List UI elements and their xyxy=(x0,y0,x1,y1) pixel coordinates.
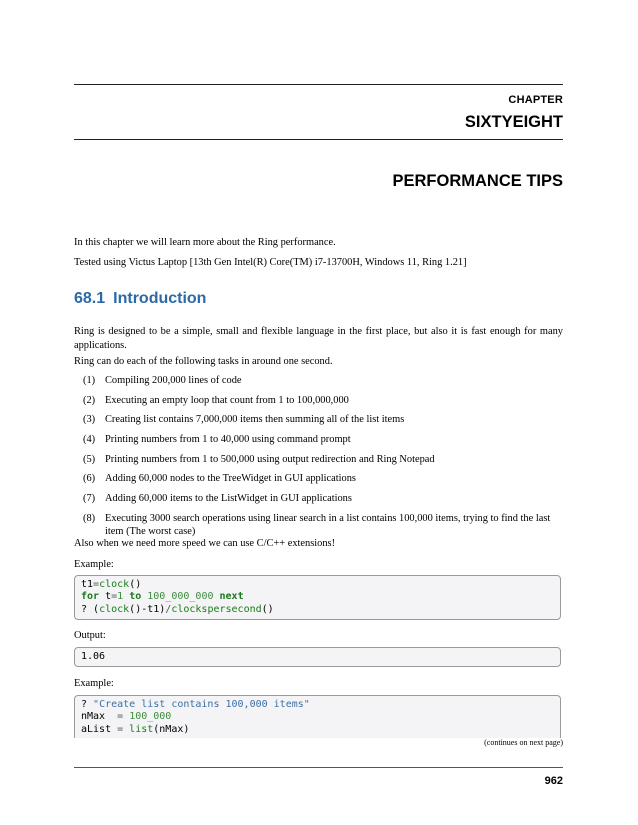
code-text: ? ( xyxy=(81,603,100,615)
list-item-text: Creating list contains 7,000,000 items then summing all of the list items xyxy=(105,414,405,426)
code-operator: = xyxy=(111,723,130,735)
code-number: 1 xyxy=(117,591,124,603)
code-number: 100_000_000 xyxy=(147,591,214,603)
list-item-text: Executing an empty loop that count from 1 to 100,000,000 xyxy=(105,394,349,406)
code-text: () xyxy=(129,579,142,590)
list-item-number: (2) xyxy=(83,394,96,406)
code-text: ? xyxy=(81,699,94,710)
example-label: Example: xyxy=(74,678,114,689)
list-item-text: Executing 3000 search operations using linear search in a list contains 100,000 items, trying to find the last item (The worst case) xyxy=(105,512,551,538)
list-item-text: Compiling 200,000 lines of code xyxy=(105,375,242,386)
code-block[interactable] xyxy=(74,695,561,738)
list-item xyxy=(74,453,563,467)
list-item-text: Adding 60,000 items to the ListWidget in GUI applications xyxy=(105,493,352,505)
list-item xyxy=(74,512,563,539)
page-number: 962 xyxy=(544,775,563,787)
code-function: clockspersecond xyxy=(171,603,262,615)
list-item-number: (7) xyxy=(83,493,96,505)
section-number: 68.1 xyxy=(74,290,106,307)
chapter-label: CHAPTER xyxy=(508,94,563,106)
code-variable: t xyxy=(99,591,112,603)
list-item-number: (6) xyxy=(83,473,96,485)
list-item xyxy=(74,374,563,388)
code-function: clock xyxy=(99,603,130,615)
section-heading xyxy=(74,290,214,308)
output-block[interactable] xyxy=(74,647,561,667)
code-operator: = xyxy=(105,711,130,723)
list-item-text: Adding 60,000 nodes to the TreeWidget in GUI applications xyxy=(105,473,356,485)
code-operator: = xyxy=(93,579,100,590)
list-item-text: Printing numbers from 1 to 40,000 using command prompt xyxy=(105,434,351,446)
code-variable: aList xyxy=(81,723,112,735)
list-item-number: (4) xyxy=(83,434,96,446)
list-item-number: (3) xyxy=(83,414,96,426)
output-value: 1.06 xyxy=(81,651,106,662)
list-item-text: Printing numbers from 1 to 500,000 using output redirection and Ring Notepad xyxy=(105,453,435,465)
list-item xyxy=(74,492,563,506)
code-function: clock xyxy=(99,579,130,590)
list-item xyxy=(74,472,563,486)
section-title: Introduction xyxy=(113,290,207,307)
code-keyword: next xyxy=(213,591,244,603)
code-keyword: for xyxy=(81,591,100,603)
code-text: () xyxy=(261,603,274,615)
intro-line-1: In this chapter we will learn more about the Ring performance. xyxy=(74,237,336,248)
intro-line-2: Tested using Victus Laptop [13th Gen Intel(R) Core(TM) i7-13700H, Windows 11, Ring 1.21] xyxy=(74,257,467,268)
list-item xyxy=(74,433,563,447)
code-operator: / xyxy=(165,603,172,615)
list-item-number: (5) xyxy=(83,453,96,465)
list-item-number: (8) xyxy=(83,512,96,524)
list-item-number: (1) xyxy=(83,375,96,386)
list-item xyxy=(74,413,563,427)
code-number: 100_000 xyxy=(129,711,172,723)
section-paragraph-2: Ring can do each of the following tasks in around one second. xyxy=(74,356,333,367)
code-variable: t1 xyxy=(81,579,94,590)
chapter-title: SIXTYEIGHT xyxy=(464,113,563,131)
task-list xyxy=(74,374,563,545)
chapter-rule xyxy=(74,139,563,140)
top-rule xyxy=(74,84,563,85)
code-text: ()-t1) xyxy=(129,603,166,615)
code-block[interactable] xyxy=(74,575,561,620)
code-function: list xyxy=(129,723,154,735)
code-string: "Create list contains 100,000 items" xyxy=(93,699,310,710)
code-keyword: to xyxy=(123,591,148,603)
footer-rule xyxy=(74,767,563,768)
list-item xyxy=(74,394,563,408)
output-label: Output: xyxy=(74,630,106,641)
code-operator: = xyxy=(111,591,118,603)
example-label: Example: xyxy=(74,559,114,570)
continues-note: (continues on next page) xyxy=(484,738,563,747)
code-text: (nMax) xyxy=(153,723,190,735)
section-paragraph-3: Also when we need more speed we can use C/C++ extensions! xyxy=(74,538,336,549)
code-variable: nMax xyxy=(81,711,106,723)
page-heading: PERFORMANCE TIPS xyxy=(392,172,563,190)
section-paragraph-1: Ring is designed to be a simple, small and flexible language in the first place, but also it is fast enough for many applications. xyxy=(74,326,563,351)
